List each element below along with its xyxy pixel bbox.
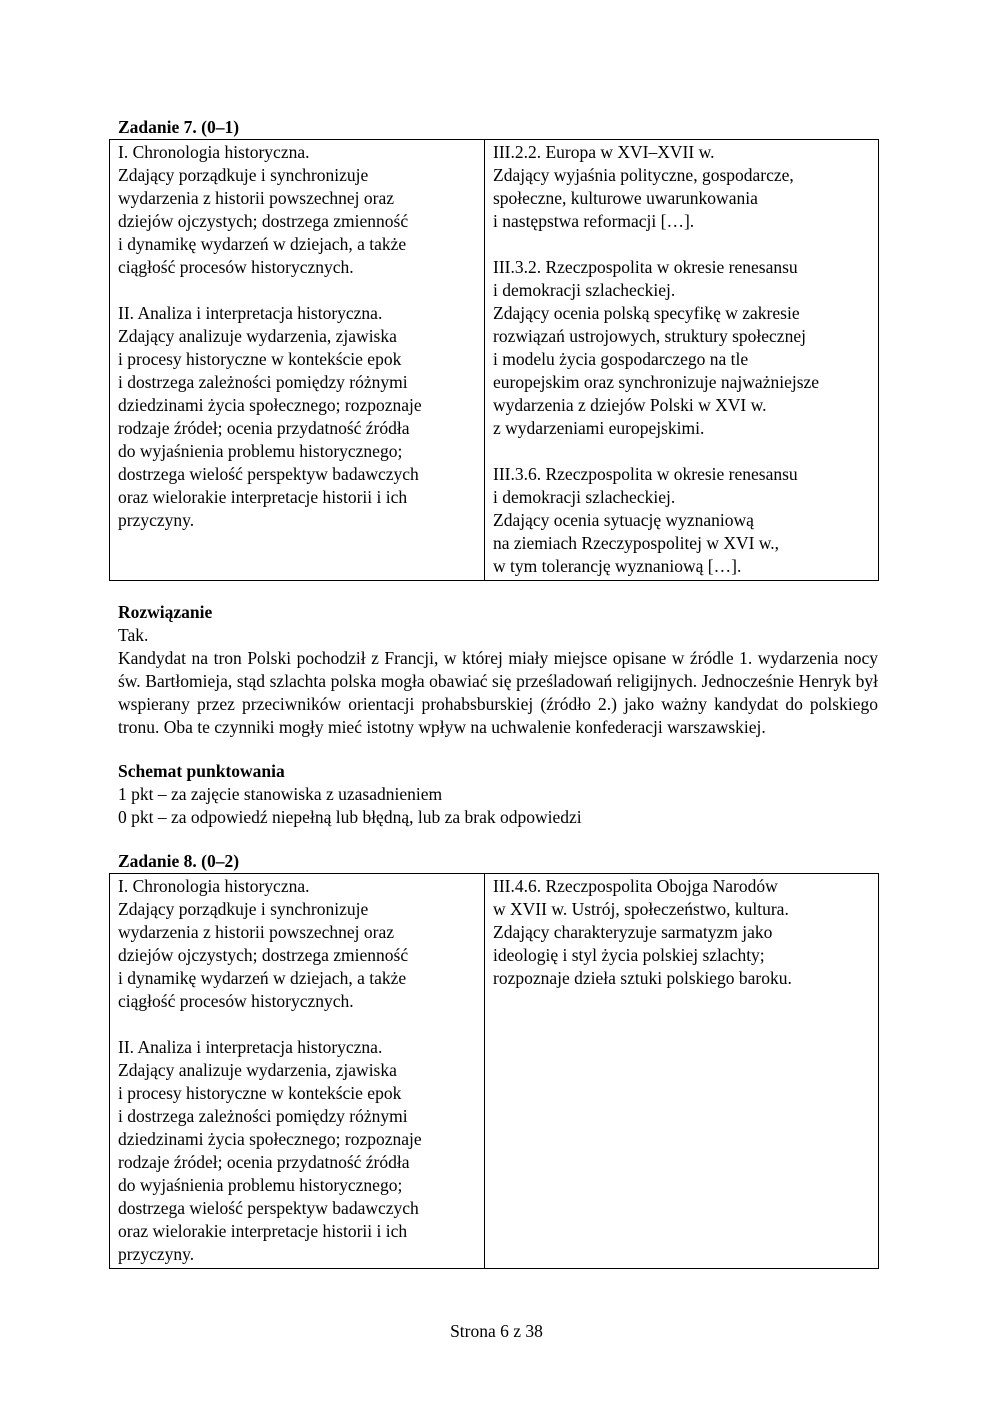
solution-answer: Tak. — [118, 625, 149, 645]
document-page — [118, 116, 878, 1269]
requirement-iii-3-2: III.3.2. Rzeczpospolita w okresie renesansu i demokracji szlacheckiej. Zdający ocenia polską specyfikę w zakresie rozwiązań ustrojowych, struktury społecznej i modelu życia gospodarczego na tle europejskim oraz synchronizuje najważniejsze wydarzenia z dziejów Polski w XVI w. z wydarzeniami europejskimi. — [493, 257, 820, 438]
task-7-general-requirements — [110, 140, 485, 581]
task-8-specific-requirements — [485, 874, 879, 1269]
task-8-heading: Zadanie 8. (0–2) — [118, 851, 240, 871]
requirement-iii-3-6: III.3.6. Rzeczpospolita w okresie renesansu i demokracji szlacheckiej. Zdający ocenia sytuację wyznaniową na ziemiach Rzeczypospolitej w XVI w., w tym tolerancję wyznaniową […]. — [493, 464, 798, 576]
task-7-heading: Zadanie 7. (0–1) — [118, 117, 240, 137]
task-8-general-requirements — [110, 874, 485, 1269]
task-7-requirements-table — [109, 139, 879, 581]
task-7-specific-requirements — [485, 140, 879, 581]
requirement-analysis: II. Analiza i interpretacja historyczna. Zdający analizuje wydarzenia, zjawiska i procesy historyczne w kontekście epok i dostrzega zależności pomiędzy różnymi dziedzinami życia społecznego; rozpoznaje rodzaje źródeł; ocenia przydatność źródła do wyjaśnienia problemu historycznego; dostrzega wielość perspektyw badawczych oraz wielorakie interpretacje historii i ich przyczyny. — [118, 303, 422, 530]
requirement-iii-4-6: III.4.6. Rzeczpospolita Obojga Narodów w XVII w. Ustrój, społeczeństwo, kultura. Zdający charakteryzuje sarmatyzm jako ideologię i styl życia polskiej szlachty; rozpoznaje dzieła sztuki polskiego baroku. — [493, 876, 792, 988]
scoring-line-2: 0 pkt – za odpowiedź niepełną lub błędną, lub za brak odpowiedzi — [118, 807, 582, 827]
solution-title: Rozwiązanie — [118, 602, 213, 622]
requirement-chronology: I. Chronologia historyczna. Zdający porządkuje i synchronizuje wydarzenia z historii powszechnej oraz dziejów ojczystych; dostrzega zmienność i dynamikę wydarzeń w dziejach, a także ciągłość procesów historycznych. — [118, 876, 409, 1011]
task-8-requirements-table — [109, 873, 879, 1269]
solution-text: Kandydat na tron Polski pochodził z Francji, w której miały miejsce opisane w źródle 1. wydarzenia nocy św. Bartłomieja, stąd szlachta polska mogła obawiać się prześladowań religijnych. Jednocześnie Henryk był wspierany przez przeciwników orientacji prohabsburskiej (źródło 2.) jako ważny kandydat do polskiego tronu. Oba te czynniki mogły mieć istotny wpływ na uchwalenie konfederacji warszawskiej. — [118, 648, 878, 737]
requirement-chronology: I. Chronologia historyczna. Zdający porządkuje i synchronizuje wydarzenia z historii powszechnej oraz dziejów ojczystych; dostrzega zmienność i dynamikę wydarzeń w dziejach, a także ciągłość procesów historycznych. — [118, 142, 409, 277]
requirement-iii-2-2: III.2.2. Europa w XVI–XVII w. Zdający wyjaśnia polityczne, gospodarcze, społeczne, kulturowe uwarunkowania i następstwa reformacji […]. — [493, 142, 794, 231]
page-number: Strona 6 z 38 — [450, 1321, 543, 1341]
scoring-title: Schemat punktowania — [118, 761, 285, 781]
requirement-analysis: II. Analiza i interpretacja historyczna. Zdający analizuje wydarzenia, zjawiska i procesy historyczne w kontekście epok i dostrzega zależności pomiędzy różnymi dziedzinami życia społecznego; rozpoznaje rodzaje źródeł; ocenia przydatność źródła do wyjaśnienia problemu historycznego; dostrzega wielość perspektyw badawczych oraz wielorakie interpretacje historii i ich przyczyny. — [118, 1037, 422, 1264]
scoring-line-1: 1 pkt – za zajęcie stanowiska z uzasadnieniem — [118, 784, 443, 804]
